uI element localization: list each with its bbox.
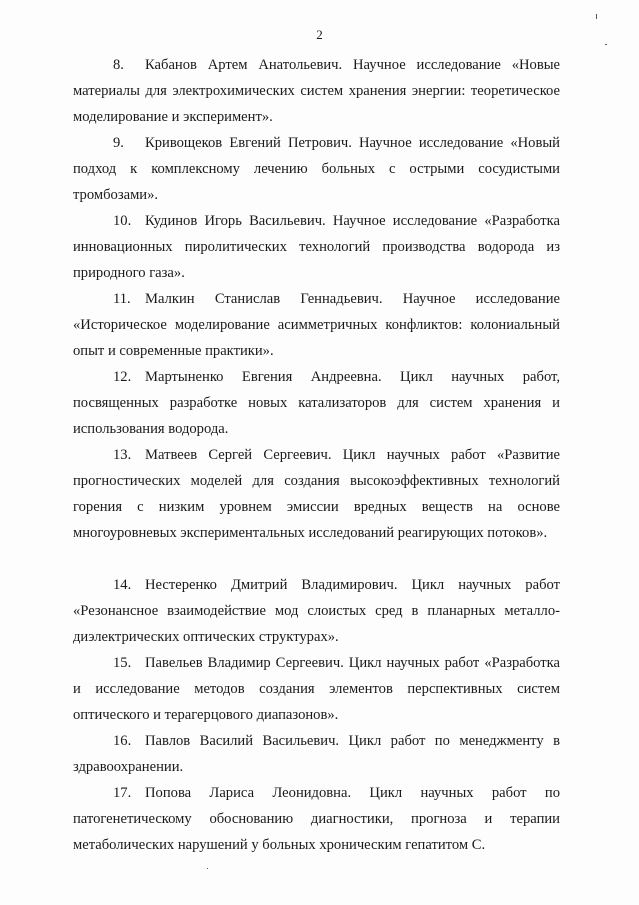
- list-item: [73, 52, 560, 130]
- list-item-body: [73, 442, 560, 546]
- list-item-number: 13.: [113, 447, 132, 463]
- list-item-body: [73, 364, 560, 442]
- list-item-number: 9.: [113, 135, 124, 151]
- list-item-text: Кудинов Игорь Васильевич. Научное исследование «Разработка инновационных пиролитических технологий производства водорода из природного газа».: [73, 213, 560, 281]
- list-item-body: [73, 52, 560, 130]
- list-item-text: Мартыненко Евгения Андреевна. Цикл научных работ, посвященных разработке новых катализаторов для систем хранения и использования водорода.: [73, 369, 560, 437]
- list-item-number: 11.: [113, 291, 131, 307]
- list-item-number: 17.: [113, 785, 132, 801]
- list-item-text: Павлов Василий Васильевич. Цикл работ по менеджменту в здравоохранении.: [73, 733, 560, 775]
- list-item: [73, 364, 560, 442]
- scan-speck: [207, 868, 208, 869]
- list-item: [73, 780, 560, 858]
- list-item: [73, 572, 560, 650]
- list-item-number: 15.: [113, 655, 132, 671]
- list-item-number: 12.: [113, 369, 132, 385]
- scan-speck: [605, 44, 607, 45]
- list-item-text: Кривощеков Евгений Петрович. Научное исследование «Новый подход к комплексному лечению больных с острыми сосудистыми тромбозами».: [73, 135, 560, 203]
- list-item: [73, 208, 560, 286]
- list-item-text: Павельев Владимир Сергеевич. Цикл научных работ «Разработка и исследование методов создания элементов перспективных систем оптического и терагерцового диапазонов».: [73, 655, 560, 723]
- list-item-body: [73, 286, 560, 364]
- list-item-number: 14.: [113, 577, 132, 593]
- list-item-number: 8.: [113, 57, 124, 73]
- list-item-number: 16.: [113, 733, 132, 749]
- list-item-body: [73, 130, 560, 208]
- list-item-text: Нестеренко Дмитрий Владимирович. Цикл научных работ «Резонансное взаимодействие мод слоистых сред в планарных металло-диэлектрических оптических структурах».: [73, 577, 560, 645]
- list-item-body: [73, 728, 560, 780]
- list-item: [73, 286, 560, 364]
- list-item-text: Попова Лариса Леонидовна. Цикл научных работ по патогенетическому обоснованию диагностики, прогноза и терапии метаболических нарушений у больных хроническим гепатитом С.: [73, 785, 560, 853]
- list-item: [73, 130, 560, 208]
- scan-speck: [596, 14, 597, 19]
- list-item-number: 10.: [113, 213, 132, 229]
- list-item: [73, 728, 560, 780]
- page-number: 2: [316, 27, 323, 42]
- list-item-text: Малкин Станислав Геннадьевич. Научное исследование «Историческое моделирование асимметричных конфликтов: колониальный опыт и современные практики».: [73, 291, 560, 359]
- list-item: [73, 442, 560, 546]
- list-item-body: [73, 572, 560, 650]
- list-item-text: Кабанов Артем Анатольевич. Научное исследование «Новые материалы для электрохимических систем хранения энергии: теоретическое моделирование и эксперимент».: [73, 57, 560, 125]
- list-item-body: [73, 208, 560, 286]
- list-item: [73, 650, 560, 728]
- list-item-body: [73, 650, 560, 728]
- list-item-body: [73, 780, 560, 858]
- list-item-text: Матвеев Сергей Сергеевич. Цикл научных работ «Развитие прогностических моделей для создания высокоэффективных технологий горения с низким уровнем эмиссии вредных веществ на основе многоуровневых экспериментальных исследований реагирующих потоков».: [73, 447, 560, 541]
